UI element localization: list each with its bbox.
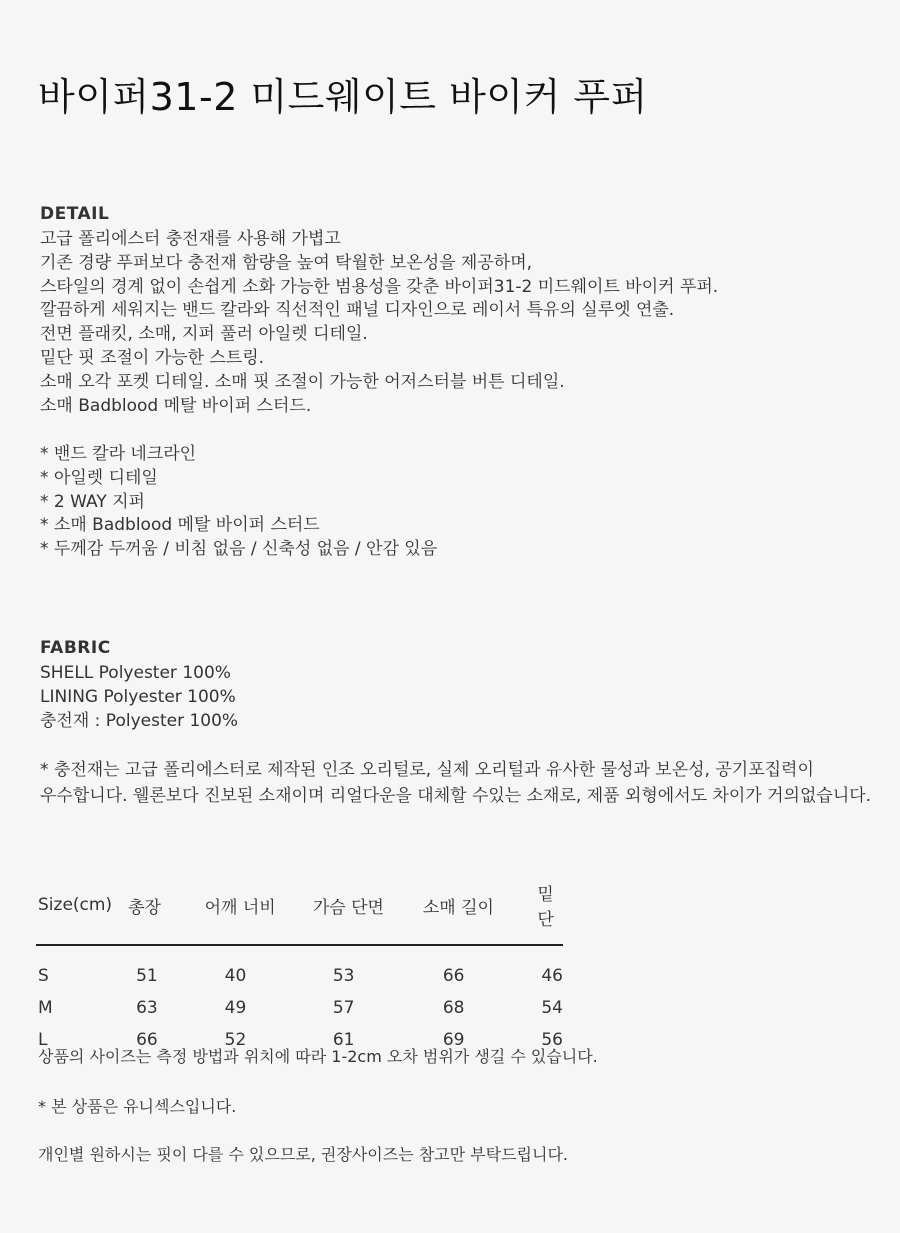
table-cell: 53 bbox=[332, 966, 355, 986]
unisex-note: * 본 상품은 유니섹스입니다. bbox=[38, 1097, 237, 1116]
table-cell: 63 bbox=[136, 998, 158, 1018]
table-cell: 66 bbox=[442, 966, 465, 986]
detail-line: 스타일의 경계 없이 손쉽게 소화 가능한 범용성을 갖춘 바이퍼31-2 미드웨이트 바이커 푸퍼. bbox=[40, 276, 719, 297]
fabric-line: LINING Polyester 100% bbox=[40, 686, 236, 707]
detail-line: 전면 플래킷, 소매, 지퍼 풀러 아일렛 디테일. bbox=[40, 324, 368, 345]
table-cell: 52 bbox=[224, 1030, 247, 1050]
detail-bullet: * 밴드 칼라 네크라인 bbox=[40, 444, 197, 464]
size-cell: M bbox=[38, 998, 53, 1018]
size-col-header: Size(cm) bbox=[38, 895, 113, 915]
detail-bullet: * 2 WAY 지퍼 bbox=[40, 491, 145, 512]
fit-note: 개인별 원하시는 핏이 다를 수 있으므로, 권장사이즈는 참고만 부탁드립니다. bbox=[38, 1145, 568, 1164]
fabric-line: SHELL Polyester 100% bbox=[40, 663, 231, 683]
detail-line: 고급 폴리에스터 충전재를 사용해 가볍고 bbox=[40, 229, 341, 249]
table-cell: 68 bbox=[442, 998, 465, 1018]
detail-line: 소매 오각 포켓 디테일. 소매 핏 조절이 가능한 어저스터블 버튼 디테일. bbox=[40, 371, 565, 392]
size-cell: L bbox=[38, 1030, 48, 1050]
detail-description bbox=[40, 228, 718, 418]
detail-bullet: * 아일렛 디테일 bbox=[40, 467, 158, 488]
table-row bbox=[36, 992, 563, 1024]
fabric-heading: FABRIC bbox=[40, 638, 111, 658]
detail-bullet: * 두께감 두꺼움 / 비침 없음 / 신축성 없음 / 안감 있음 bbox=[40, 539, 438, 560]
table-cell: 56 bbox=[541, 1030, 563, 1050]
table-cell: 51 bbox=[136, 966, 158, 986]
length-col-header: 총장 bbox=[128, 897, 161, 918]
fabric-note-line: 우수합니다. 웰론보다 진보된 소재이며 리얼다운을 대체할 수있는 소재로, 제품 외형에서도 차이가 거의없습니다. bbox=[40, 786, 872, 806]
fabric-line: 충전재 : Polyester 100% bbox=[40, 710, 239, 731]
table-cell: 54 bbox=[541, 998, 563, 1018]
sleeve-col-header: 소매 길이 bbox=[422, 897, 494, 918]
measure-note: 상품의 사이즈는 측정 방법과 위치에 따라 1-2cm 오차 범위가 생길 수 있습니다. bbox=[38, 1047, 598, 1066]
detail-line: 소매 Badblood 메탈 바이퍼 스터드. bbox=[40, 395, 312, 416]
table-cell: 46 bbox=[541, 966, 563, 986]
table-cell: 40 bbox=[224, 966, 247, 986]
size-table bbox=[36, 880, 563, 1056]
detail-heading: DETAIL bbox=[40, 204, 110, 224]
detail-bullets bbox=[40, 443, 437, 562]
size-cell: S bbox=[38, 966, 49, 986]
fabric-composition bbox=[40, 662, 238, 733]
table-cell: 69 bbox=[442, 1030, 465, 1050]
chest-col-header: 가슴 단면 bbox=[312, 897, 384, 918]
table-row bbox=[36, 945, 563, 992]
table-cell: 61 bbox=[332, 1030, 355, 1050]
table-cell: 66 bbox=[136, 1030, 158, 1050]
detail-bullet: * 소매 Badblood 메탈 바이퍼 스터드 bbox=[40, 515, 320, 536]
shoulder-col-header: 어깨 너비 bbox=[204, 897, 276, 918]
fabric-note-line: * 충전재는 고급 폴리에스터로 제작된 인조 오리털로, 실제 오리털과 유사한 물성과 보온성, 공기포집력이 bbox=[40, 760, 814, 780]
table-cell: 57 bbox=[332, 998, 355, 1018]
product-title: 바이퍼31-2 미드웨이트 바이커 푸퍼 bbox=[38, 75, 648, 119]
fabric-note bbox=[40, 757, 871, 809]
detail-line: 기존 경량 푸퍼보다 충전재 함량을 높여 탁월한 보온성을 제공하며, bbox=[40, 252, 533, 273]
size-table-header bbox=[36, 880, 563, 945]
detail-line: 밑단 핏 조절이 가능한 스트링. bbox=[40, 347, 265, 368]
table-cell: 49 bbox=[224, 998, 247, 1018]
hem-col-header: 밑단 bbox=[537, 885, 554, 930]
detail-line: 깔끔하게 세워지는 밴드 칼라와 직선적인 패널 디자인으로 레이서 특유의 실루엣 연출. bbox=[40, 300, 675, 321]
